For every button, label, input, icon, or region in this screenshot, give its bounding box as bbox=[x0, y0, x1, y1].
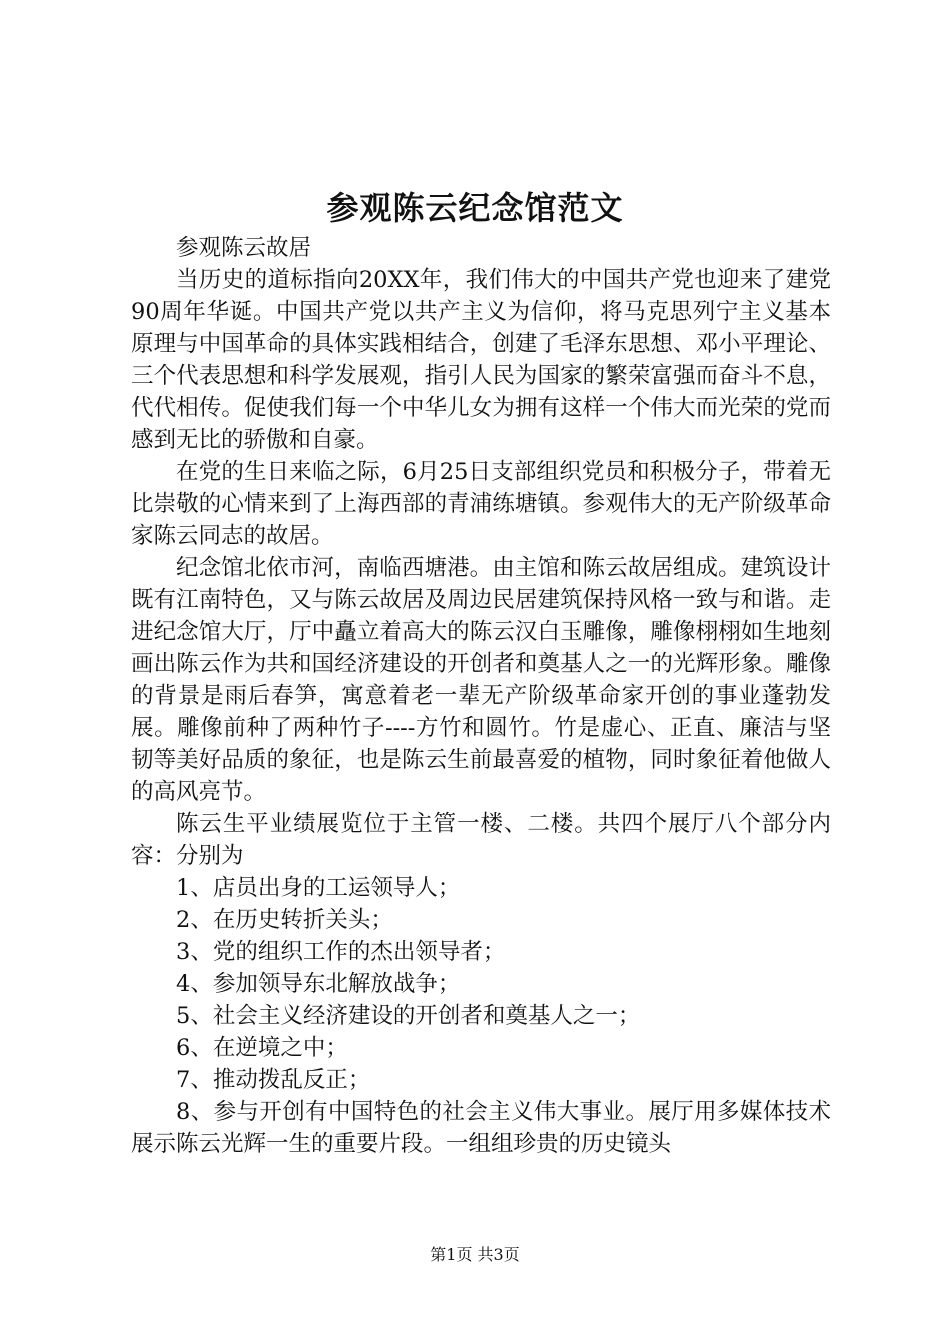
list-item: 7、推动拨乱反正； bbox=[176, 1067, 371, 1093]
list-item: 5、社会主义经济建设的开创者和奠基人之一； bbox=[176, 1003, 641, 1029]
paragraph: 8、参与开创有中国特色的社会主义伟大事业。展厅用多媒体技术展示陈云光辉一生的重要片段。一组组珍贵的历史镜头 bbox=[131, 1099, 831, 1157]
paragraph: 纪念馆北依市河，南临西塘港。由主馆和陈云故居组成。建筑设计既有江南特色，又与陈云故居及周边民居建筑保持风格一致与和谐。走进纪念馆大厅，厅中矗立着高大的陈云汉白玉雕像，雕像栩栩如生地刻画出陈云作为共和国经济建设的开创者和奠基人之一的光辉形象。雕像的背景是雨后春笋，寓意着老一辈无产阶级革命家开创的事业蓬勃发展。雕像前种了两种竹子----方竹和圆竹。竹是虚心、正直、廉洁与坚韧等美好品质的象征，也是陈云生前最喜爱的植物，同时象征着他做人的高风亮节。 bbox=[131, 555, 831, 805]
paragraph: 当历史的道标指向20XX年，我们伟大的中国共产党也迎来了建党90周年华诞。中国共产党以共产主义为信仰，将马克思列宁主义基本原理与中国革命的具体实践相结合，创建了毛泽东思想、邓小平理论、三个代表思想和科学发展观，指引人民为国家的繁荣富强而奋斗不息，代代相传。促使我们每一个中华儿女为拥有这样一个伟大而光荣的党而感到无比的骄傲和自豪。 bbox=[131, 267, 831, 453]
list-item: 6、在逆境之中； bbox=[176, 1035, 348, 1061]
list-item: 4、参加领导东北解放战争； bbox=[176, 971, 461, 997]
paragraph: 陈云生平业绩展览位于主管一楼、二楼。共四个展厅八个部分内容：分别为 bbox=[131, 811, 831, 869]
paragraph-subtitle: 参观陈云故居 bbox=[176, 235, 312, 261]
document-body bbox=[131, 232, 831, 1160]
paragraph: 在党的生日来临之际，6月25日支部组织党员和积极分子，带着无比崇敬的心情来到了上海西部的青浦练塘镇。参观伟大的无产阶级革命家陈云同志的故居。 bbox=[131, 459, 831, 549]
list-item: 3、党的组织工作的杰出领导者； bbox=[176, 939, 506, 965]
document-title: 参观陈云纪念馆范文 bbox=[326, 189, 624, 227]
list-item: 2、在历史转折关头； bbox=[176, 907, 393, 933]
page-number-footer: 第1页 共3页 bbox=[430, 1245, 520, 1264]
list-item: 1、店员出身的工运领导人； bbox=[176, 875, 461, 901]
